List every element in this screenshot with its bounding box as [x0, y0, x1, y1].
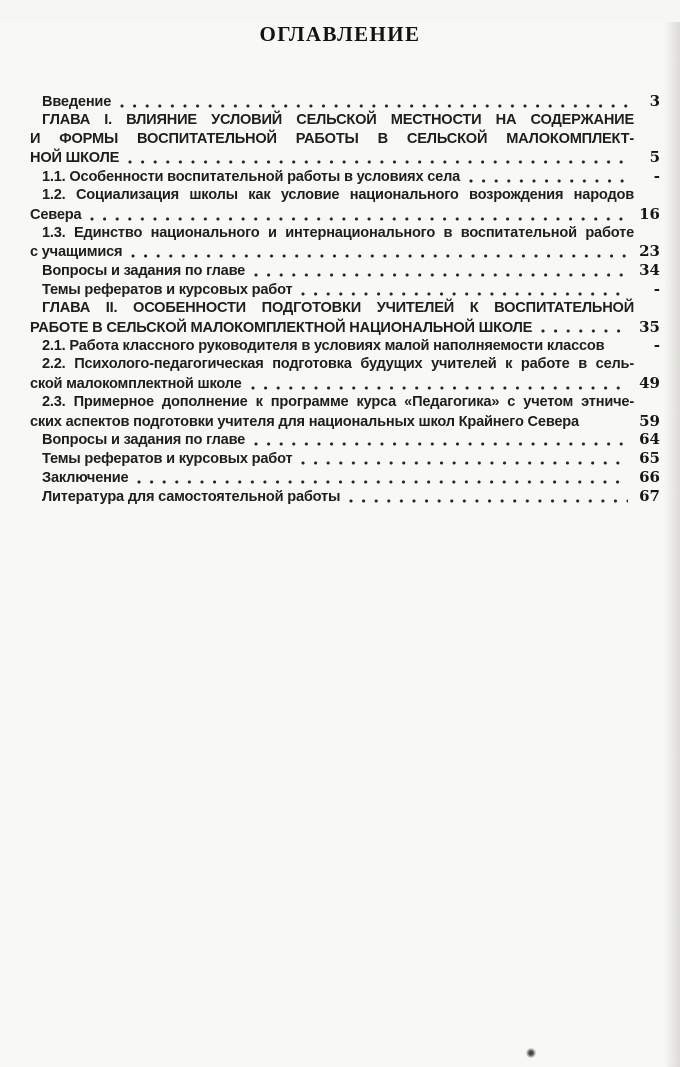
dot-leader: [254, 430, 628, 449]
toc-entry-text: ских аспектов подготовки учителя для национальных школ Крайнего Севера: [30, 413, 579, 430]
toc-line: [30, 148, 660, 167]
toc-entry-text: И ФОРМЫ ВОСПИТАТЕЛЬНОЙ РАБОТЫ В СЕЛЬСКОЙ МАЛОКОМПЛЕКТ-: [30, 130, 634, 147]
toc-entry-text: 1.1. Особенности воспитательной работы в условиях села: [42, 169, 461, 186]
document-page: [0, 22, 680, 1067]
dot-leader: [301, 280, 628, 299]
toc-entry-text: Темы рефератов и курсовых работ: [42, 281, 293, 298]
page-number: 66: [639, 467, 660, 486]
toc-line: [30, 205, 660, 224]
toc-entry-text: ГЛАВА I. ВЛИЯНИЕ УСЛОВИЙ СЕЛЬСКОЙ МЕСТНОСТИ НА СОДЕРЖАНИЕ: [42, 111, 634, 128]
dot-leader: [128, 148, 628, 167]
dot-leader: [254, 261, 628, 280]
toc-line: [30, 336, 660, 355]
toc-line: [30, 224, 660, 243]
toc-entry-text: 2.3. Примерное дополнение к программе курса «Педагогика» с учетом этниче-: [42, 393, 634, 410]
page-number: 34: [639, 261, 660, 280]
toc-entry-text: Вопросы и задания по главе: [42, 432, 246, 449]
page-number: 67: [639, 486, 660, 505]
toc-entry-text: РАБОТЕ В СЕЛЬСКОЙ МАЛОКОМПЛЕКТНОЙ НАЦИОНАЛЬНОЙ ШКОЛЕ: [30, 319, 533, 336]
toc-entry-text: 2.2. Психолого-педагогическая подготовка будущих учителей к работе в сель-: [42, 356, 634, 373]
toc-entry-text: Вопросы и задания по главе: [42, 263, 246, 280]
toc-entry-text: Севера: [30, 206, 82, 223]
page-number: -: [653, 167, 660, 186]
toc-line: [30, 430, 660, 449]
toc-entry-text: Заключение: [42, 469, 129, 486]
toc-entry-text: ГЛАВА II. ОСОБЕННОСТИ ПОДГОТОВКИ УЧИТЕЛЕЙ К ВОСПИТАТЕЛЬНОЙ: [42, 299, 634, 316]
toc-line: [30, 92, 660, 111]
dot-leader: [251, 374, 628, 393]
toc-entry-text: 1.3. Единство национального и интернационального в воспитательной работе: [42, 224, 634, 241]
toc-line: [30, 280, 660, 299]
toc-line: [30, 487, 660, 506]
toc-line: [30, 261, 660, 280]
scan-edge-shadow: [664, 22, 680, 1067]
dot-leader: [349, 487, 628, 506]
toc-line: [30, 318, 660, 337]
toc-line: [30, 242, 660, 261]
toc-entry-text: ской малокомплектной школе: [30, 375, 242, 392]
page-number: 3: [649, 92, 660, 110]
page-number: 59: [639, 411, 660, 430]
dot-leader: [131, 242, 628, 261]
dot-leader: [469, 167, 628, 186]
page-title: ОГЛАВЛЕНИЕ: [259, 22, 421, 46]
toc-line: [30, 393, 660, 412]
toc-line: [30, 412, 660, 431]
toc-line: [30, 167, 660, 186]
ink-blot: [526, 1048, 536, 1058]
toc-line: [30, 186, 660, 205]
toc-entry-text: НОЙ ШКОЛЕ: [30, 150, 120, 167]
toc-entry-text: Темы рефератов и курсовых работ: [42, 451, 293, 468]
page-number: -: [653, 279, 660, 298]
toc-line: [30, 355, 660, 374]
toc-list: [30, 92, 660, 506]
toc-line: [30, 111, 660, 130]
toc-line: [30, 299, 660, 318]
toc-entry-text: 1.2. Социализация школы как условие национального возрождения народов: [42, 186, 634, 203]
toc-entry-text: Литература для самостоятельной работы: [42, 488, 341, 505]
dot-leader: [301, 449, 628, 468]
toc-line: [30, 130, 660, 149]
page-number: 35: [639, 317, 660, 336]
page-number: 16: [639, 204, 660, 223]
page-number: -: [653, 336, 660, 355]
page-number: 5: [649, 148, 660, 167]
toc-entry-text: 2.1. Работа классного руководителя в условиях малой наполняемости классов: [42, 338, 605, 355]
dot-leader: [90, 205, 628, 224]
dot-leader: [541, 318, 628, 337]
toc-entry-text: Введение: [42, 94, 112, 110]
page-number: 65: [639, 449, 660, 468]
dot-leader: [137, 468, 628, 487]
toc-line: [30, 374, 660, 393]
toc-entry-text: с учащимися: [30, 244, 123, 261]
page-number: 49: [639, 373, 660, 392]
page-number: 64: [639, 430, 660, 449]
dot-leader: [120, 92, 628, 111]
toc-line: [30, 468, 660, 487]
toc-line: [30, 449, 660, 468]
page-number: 23: [639, 242, 660, 261]
